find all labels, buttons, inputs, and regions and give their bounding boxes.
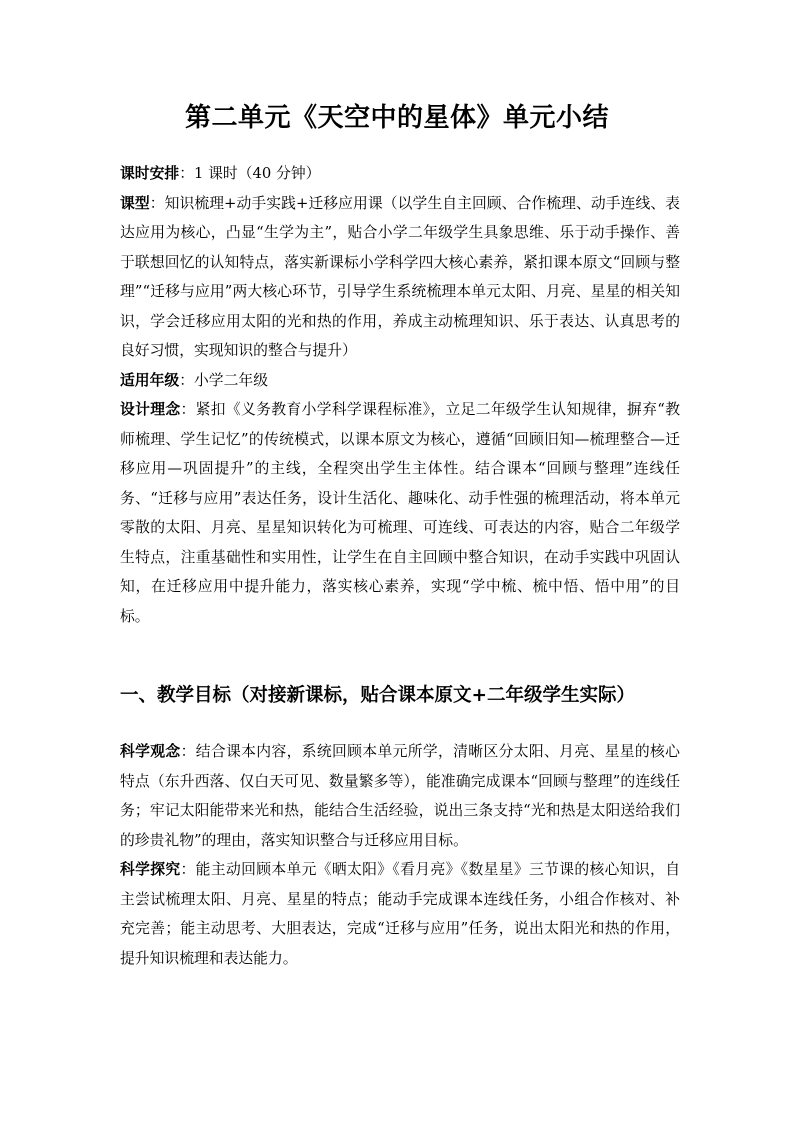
design-value: ：紧扣《义务教育小学科学课程标准》，立足二年级学生认知规律，摒弃“教师梳理、学生记忆”的传统模式，以课本原文为核心，遵循“回顾旧知—梳理整合—迁移应用—巩固提升”的主线，全程突出学生主体性。结合课本“回顾与整理”连线任务、“迁移与应用”表达任务，设计生活化、趣味化、动手性强的梳理活动，将本单元零散的太阳、月亮、星星知识转化为可梳理、可连线、可表达的内容，贴合二年级学生特点，注重基础性和实用性，让学生在自主回顾中整合知识，在动手实践中巩固认知，在迁移应用中提升能力，落实核心素养，实现“学中梳、梳中悟、悟中用”的目标。 — [120, 401, 680, 625]
inquiry-label: 科学探究 — [120, 861, 181, 878]
inquiry-paragraph — [120, 855, 680, 973]
type-value: ：知识梳理+动手实践+迁移应用课（以学生自主回顾、合作梳理、动手连线、表达应用为核心，凸显“生学为主”，贴合小学二年级学生具象思维、乐于动手操作、善于联想回忆的认知特点，落实新课标小学科学四大核心素养，紧扣课本原文“回顾与整理”“迁移与应用”两大核心环节，引导学生系统梳理本单元太阳、月亮、星星的相关知识，学会迁移应用太阳的光和热的作用，养成主动梳理知识、乐于表达、认真思考的良好习惯，实现知识的整合与提升） — [120, 194, 680, 359]
schedule-label: 课时安排 — [120, 165, 180, 182]
schedule-line — [120, 159, 680, 189]
grade-line — [120, 366, 680, 396]
grade-value: ：小学二年级 — [179, 371, 268, 389]
concept-label: 科学观念 — [120, 743, 181, 760]
grade-label: 适用年级 — [120, 371, 180, 389]
objectives-body — [120, 737, 680, 973]
section-heading-objectives: 一、教学目标（对接新课标，贴合课本原文+二年级学生实际） — [120, 685, 636, 706]
concept-value: ：结合课本内容，系统回顾本单元所学，清晰区分太阳、月亮、星星的核心特点（东升西落、仅白天可见、数量繁多等），能准确完成课本“回顾与整理”的连线任务；牢记太阳能带来光和热，能结合生活经验，说出三条支持“光和热是太阳送给我们的珍贵礼物”的理由，落实知识整合与迁移应用目标。 — [120, 743, 680, 849]
inquiry-value: ：能主动回顾本单元《晒太阳》《看月亮》《数星星》三节课的核心知识，自主尝试梳理太阳、月亮、星星的特点；能动手完成课本连线任务，小组合作核对、补充完善；能主动思考、大胆表达，完成“迁移与应用”任务，说出太阳光和热的作用，提升知识梳理和表达能力。 — [120, 861, 680, 967]
design-line — [120, 395, 680, 631]
lesson-meta — [120, 159, 680, 631]
type-label: 课型 — [120, 194, 150, 212]
concept-paragraph — [120, 737, 680, 855]
schedule-value: ：1 课时（40 分钟） — [179, 165, 321, 182]
type-line — [120, 189, 680, 366]
page-title: 第二单元《天空中的星体》单元小结 — [184, 103, 609, 133]
design-label: 设计理念 — [120, 401, 181, 418]
